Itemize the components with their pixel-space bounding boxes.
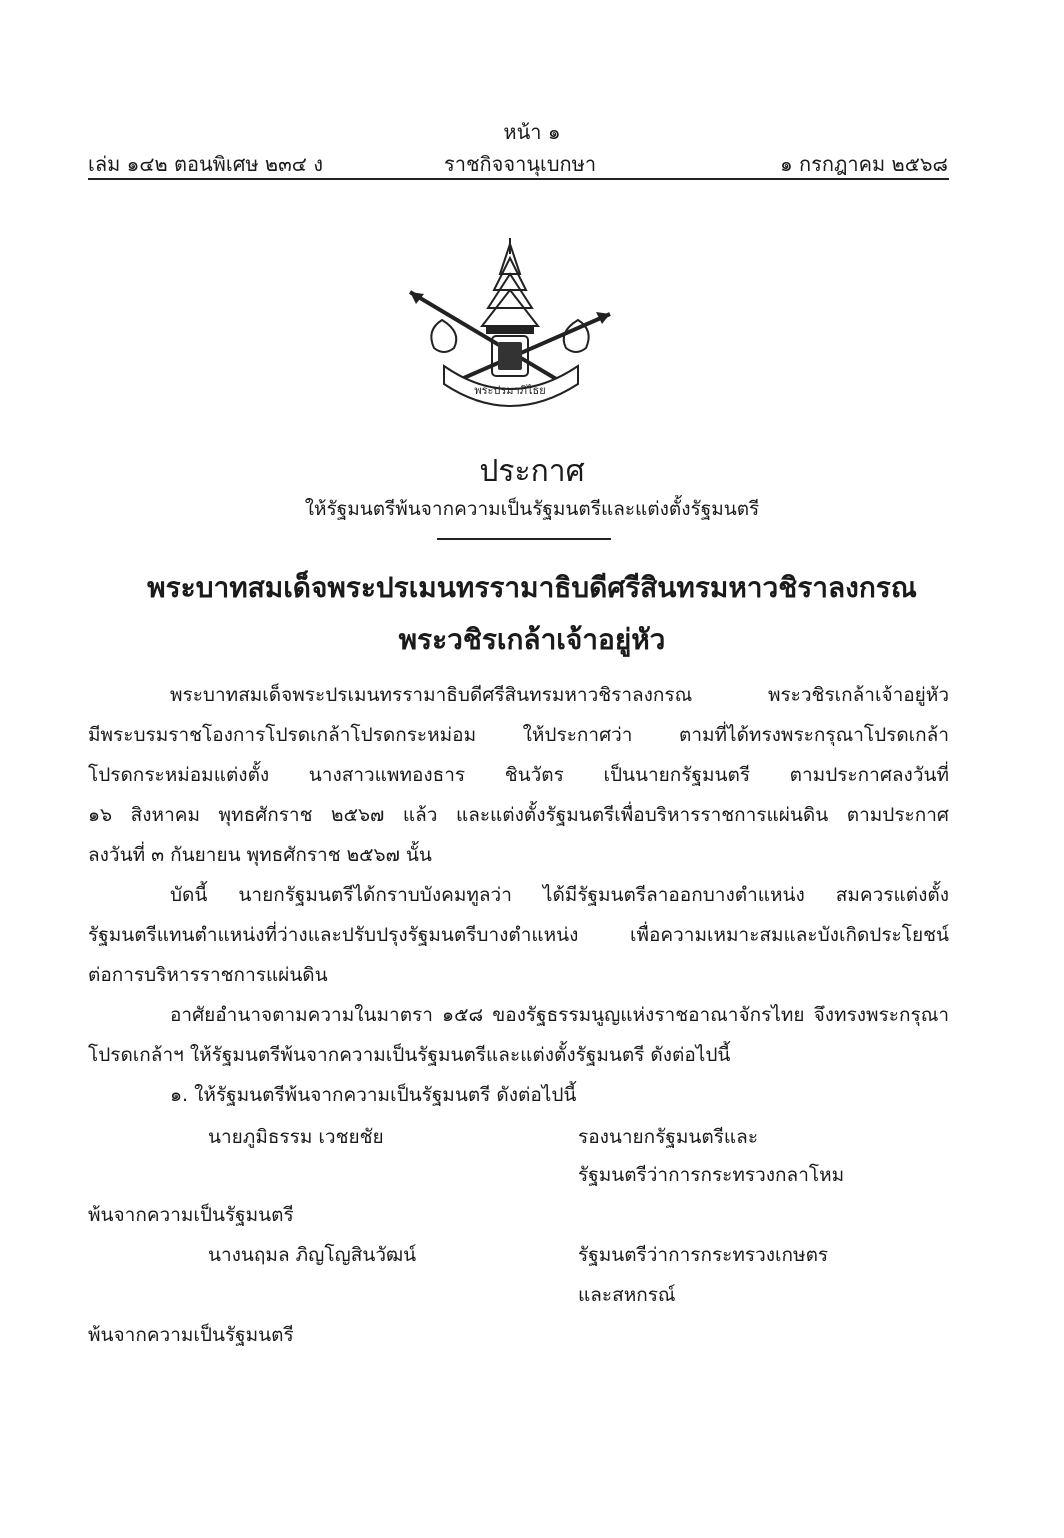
paragraph-line: ๑๖ สิงหาคม พุทธศักราช ๒๕๖๗ แล้ว และแต่งตั้งรัฐมนตรีเพื่อบริหารราชการแผ่นดิน ตามประกาศ [88,804,949,826]
list-item-heading: ๑. ให้รัฐมนตรีพ้นจากความเป็นรัฐมนตรี ดังต่อไปนี้ [170,1084,577,1106]
title-divider [437,538,611,540]
paragraph-line: มีพระบรมราชโองการโปรดเกล้าโปรดกระหม่อม ให้ประกาศว่า ตามที่ได้ทรงพระกรุณาโปรดเกล้า [88,724,949,746]
announcement-title: ประกาศ [479,454,585,489]
minister-name: นายภูมิธรรม เวชยชัย [208,1126,384,1148]
publication-name: ราชกิจจานุเบกษา [444,152,597,176]
minister-position: รัฐมนตรีว่าการกระทรวงเกษตร [578,1244,829,1266]
paragraph-line: รัฐมนตรีแทนตำแหน่งที่ว่างและปรับปรุงรัฐมนตรีบางตำแหน่ง เพื่อความเหมาะสมและบังเกิดประโยชน์ [88,924,949,946]
page-number: หน้า ๑ [503,120,561,144]
paragraph-line: ลงวันที่ ๓ กันยายน พุทธศักราช ๒๕๖๗ นั้น [88,844,432,866]
paragraph-line: บัดนี้ นายกรัฐมนตรีได้กราบบังคมทูลว่า ได้มีรัฐมนตรีลาออกบางตำแหน่ง สมควรแต่งตั้ง [170,884,949,906]
volume-issue: เล่ม ๑๔๒ ตอนพิเศษ ๒๓๔ ง [88,152,324,176]
publication-date: ๑ กรกฎาคม ๒๕๖๘ [779,152,948,176]
paragraph-line: อาศัยอำนาจตามความในมาตรา ๑๕๘ ของรัฐธรรมนูญแห่งราชอาณาจักรไทย จึงทรงพระกรุณา [170,1004,949,1026]
minister-position: รัฐมนตรีว่าการกระทรวงกลาโหม [578,1164,845,1186]
status-text: พ้นจากความเป็นรัฐมนตรี [88,1204,294,1226]
king-name-line-2: พระวชิรเกล้าเจ้าอยู่หัว [398,623,666,656]
paragraph-line: ต่อการบริหารราชการแผ่นดิน [88,964,328,986]
paragraph-line: พระบาทสมเด็จพระปรเมนทรรามาธิบดีศรีสินทรมหาวชิราลงกรณ พระวชิรเกล้าเจ้าอยู่หัว [170,684,949,706]
minister-position: รองนายกรัฐมนตรีและ [578,1126,759,1148]
paragraph-line: โปรดกระหม่อมแต่งตั้ง นางสาวแพทองธาร ชินวัตร เป็นนายกรัฐมนตรี ตามประกาศลงวันที่ [88,764,949,786]
royal-seal-icon [402,234,618,424]
minister-name: นางนฤมล ภิญโญสินวัฒน์ [208,1244,417,1266]
status-text: พ้นจากความเป็นรัฐมนตรี [88,1324,294,1346]
svg-text:พระปรมาภิไธย: พระปรมาภิไธย [474,384,546,397]
header-divider [88,178,949,180]
king-name-line-1: พระบาทสมเด็จพระปรเมนทรรามาธิบดีศรีสินทรมหาวชิราลงกรณ [147,571,917,604]
paragraph-line: โปรดเกล้าฯ ให้รัฐมนตรีพ้นจากความเป็นรัฐมนตรีและแต่งตั้งรัฐมนตรี ดังต่อไปนี้ [88,1044,731,1066]
announcement-subtitle: ให้รัฐมนตรีพ้นจากความเป็นรัฐมนตรีและแต่งตั้งรัฐมนตรี [304,498,760,520]
minister-position: และสหกรณ์ [578,1284,676,1306]
